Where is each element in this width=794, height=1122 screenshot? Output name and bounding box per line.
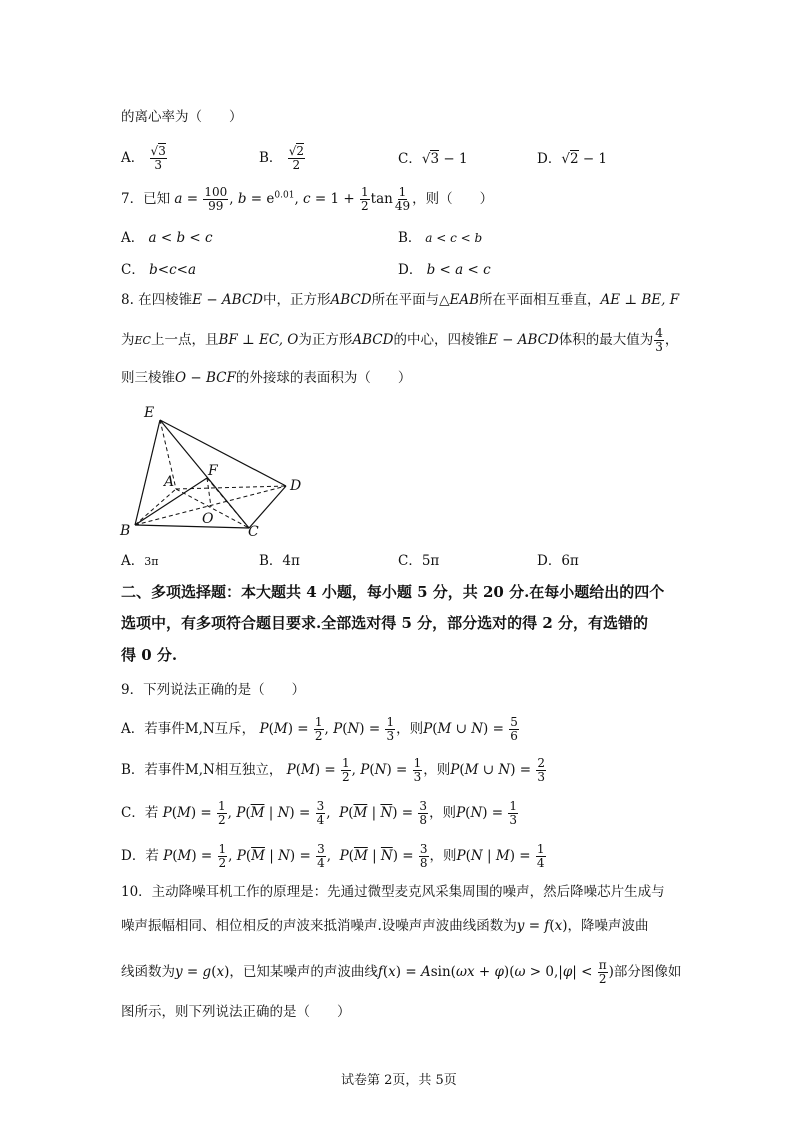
q7-option-d: D． b < a < c <box>398 262 491 278</box>
vertex-label-C: C <box>248 524 259 538</box>
q10-line-4: 图所示，则下列说法正确的是（ ） <box>121 1004 351 1020</box>
max-volume-fraction: $\frac{4}{3}$ <box>655 326 663 354</box>
q9-option-d: D．若 P(M) = $\frac{1}{2}$ , $P(\overline{M}$ | N) = $\frac{3}{4}$ , $P(\overline{M}$ | $\overline{N}$) = $\frac{3}{8}$ ，则P(N | M) = $\frac{1}{4}$ <box>121 842 545 870</box>
section-heading-line-2: 选项中，有多项符合题目要求.全部选对得 5 分，部分选对的得 2 分，有选错的 <box>121 614 648 632</box>
q8-line-3: 则三棱锥O − BCF的外接球的表面积为（ ） <box>121 370 412 386</box>
q6-option-a: A． $\frac{√3}{3}$ <box>121 144 166 172</box>
edge-ED <box>160 420 286 486</box>
q8-option-b: B．4π <box>259 553 300 569</box>
vertex-label-F: F <box>208 463 218 479</box>
q8-line-2: 为EC上一点，且BF ⊥ EC, O为正方形ABCD的中心，四棱锥E − ABCD体积的最大值为 $\frac{4}{3}$ ， <box>121 326 679 354</box>
q10-line-1: 10．主动降噪耳机工作的原理是：先通过微型麦克风采集周围的噪声，然后降噪芯片生成与 <box>121 884 665 900</box>
vertex-label-O: O <box>202 511 214 527</box>
vertex-label-B: B <box>120 523 131 538</box>
vertex-label-E: E <box>144 405 155 421</box>
q7-option-b: B． a < c < b <box>398 230 483 246</box>
q10-line-3: 线函数为y = g(x)，已知某噪声的声波曲线f(x) = Asin(ωx + φ)(ω > 0,|φ| < $\frac{\pi}{2}$ )部分图像如 <box>121 958 682 986</box>
q9-option-a: A．若事件M,N互斥， P(M) = $\frac{1}{2}$ , P(N) = $\frac{1}{3}$ ，则P(M ∪ N) = $\frac{5}{6}$ <box>121 715 518 743</box>
option-label: D． <box>537 151 562 167</box>
q8-line-1: 8. 在四棱锥E − ABCD中，正方形ABCD所在平面与△EAB所在平面相互垂直，AE ⊥ BE, F <box>121 292 680 308</box>
q9-stem: 9．下列说法正确的是（ ） <box>121 682 306 698</box>
vertex-label-A: A <box>164 474 175 490</box>
page-footer: 试卷第 2页，共 5页 <box>341 1073 457 1088</box>
vertex-label-D: D <box>290 478 302 494</box>
q7-stem: 7．已知 a = $\frac{100}{99}$ , $b = e^{0.01}$, c = 1 + $\frac{1}{2}$ tan $\frac{1}{49}$ ，则（ ） <box>121 185 494 213</box>
section-heading-line-1: 二、多项选择题：本大题共 4 小题，每小题 5 分，共 20 分.在每小题给出的四个 <box>121 583 665 601</box>
edge-BC <box>135 525 249 528</box>
pyramid-figure <box>110 398 310 538</box>
q8-option-c: C．5π <box>398 553 440 569</box>
option-label: B． <box>259 150 283 166</box>
q8-option-a: A．3π <box>121 553 159 569</box>
q9-option-c: C．若 P(M) = $\frac{1}{2}$ , $P(\overline{M}$ | N) = $\frac{3}{4}$ , $P(\overline{M}$ | $\overline{N}$) = $\frac{3}{8}$ ，则P(N) = $\frac{1}{3}$ <box>121 799 518 827</box>
edge-FO <box>207 478 211 507</box>
option-label: C． <box>398 151 422 167</box>
q9-option-b: B．若事件M,N相互独立， P(M) = $\frac{1}{2}$ , P(N) = $\frac{1}{3}$ ，则P(M ∪ N) = $\frac{2}{3}$ <box>121 756 545 784</box>
q6-option-d: D．√2 − 1 <box>537 151 608 167</box>
q6-option-b: B． $\frac{√2}{2}$ <box>259 144 305 172</box>
edge-EB <box>135 420 160 525</box>
q10-line-2: 噪声振幅相同、相位相反的声波来抵消噪声.设噪声声波曲线函数为y = f(x)，降噪声波曲 <box>121 918 649 934</box>
option-label: A． <box>121 150 145 166</box>
section-heading-line-3: 得 0 分. <box>121 646 178 664</box>
q8-option-d: D．6π <box>537 553 579 569</box>
edge-CD <box>249 486 286 528</box>
q7-option-c: C． b<c<a <box>121 262 197 278</box>
q6-option-c: C．√3 − 1 <box>398 151 468 167</box>
q6-stem-tail: 的离心率为（ ） <box>121 109 243 125</box>
q7-option-a: A． a < b < c <box>121 230 213 246</box>
